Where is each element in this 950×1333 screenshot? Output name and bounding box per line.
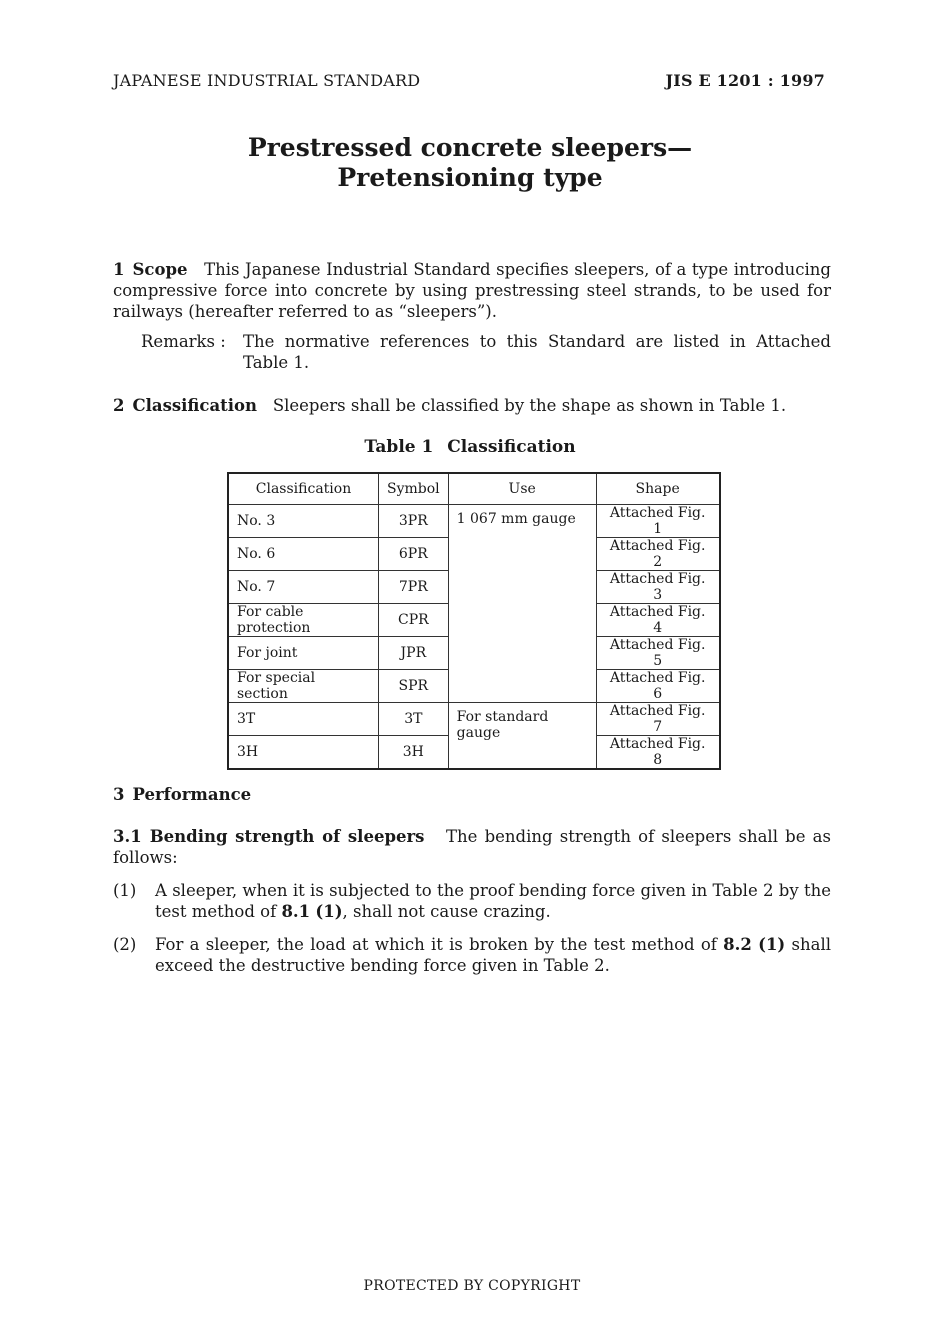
cell-classification: For joint xyxy=(228,637,379,670)
table-caption xyxy=(0,437,940,457)
cell-shape: Attached Fig. 3 xyxy=(596,571,720,604)
header-shape: Shape xyxy=(596,473,720,505)
cell-shape: Attached Fig. 5 xyxy=(596,637,720,670)
cell-symbol: SPR xyxy=(379,670,449,703)
cell-shape: Attached Fig. 7 xyxy=(596,703,720,736)
section-performance xyxy=(113,784,831,805)
header-standard-name: JAPANESE INDUSTRIAL STANDARD xyxy=(113,71,421,90)
list-marker: (2) xyxy=(113,935,137,954)
cell-shape: Attached Fig. 4 xyxy=(596,604,720,637)
section-text: Sleepers shall be classified by the shape as shown in Table 1. xyxy=(272,396,787,415)
clause-reference-sub: (1) xyxy=(758,935,786,954)
cell-symbol: 3PR xyxy=(379,505,449,538)
section-number: 3.1 xyxy=(113,827,142,846)
section-heading: Bending strength of sleepers xyxy=(149,827,425,846)
table-row xyxy=(228,703,720,736)
cell-shape: Attached Fig. 1 xyxy=(596,505,720,538)
section-text: This Japanese Industrial Standard specifies sleepers, of a type introducing compressive force into concrete by using prestressing steel strands, to be used for railways (hereafter referred to as “sleepers”). xyxy=(113,260,831,321)
list-text-post: shall exceed the destructive bending force given in Table 2. xyxy=(155,935,832,975)
list-text-pre: A sleeper, when it is subjected to the proof bending force given in Table 2 by the test method of xyxy=(155,881,831,921)
cell-classification: For cable protection xyxy=(228,604,379,637)
list-text-post: , shall not cause crazing. xyxy=(342,902,551,921)
section-heading: Classification xyxy=(132,396,258,415)
cell-shape: Attached Fig. 8 xyxy=(596,736,720,770)
cell-classification: For special section xyxy=(228,670,379,703)
header-classification: Classification xyxy=(228,473,379,505)
document-title-line2: Pretensioning type xyxy=(337,163,603,192)
section-heading: Performance xyxy=(132,785,252,804)
section-text: The bending strength of sleepers shall be as follows: xyxy=(113,827,831,867)
cell-use: For standard gauge xyxy=(448,703,596,770)
list-text-pre: For a sleeper, the load at which it is broken by the test method of xyxy=(155,935,724,954)
cell-shape: Attached Fig. 6 xyxy=(596,670,720,703)
section-scope xyxy=(113,259,831,322)
table-caption-label: Table 1 xyxy=(364,437,434,457)
clause-reference: 8.1 xyxy=(281,902,311,921)
remarks xyxy=(141,331,831,373)
table-caption-title: Classification xyxy=(447,437,576,457)
copyright-footer: PROTECTED BY COPYRIGHT xyxy=(363,1278,581,1294)
list-marker: (1) xyxy=(113,881,137,900)
section-number: 3 xyxy=(113,785,125,804)
section-bending-strength xyxy=(113,826,831,868)
cell-symbol: CPR xyxy=(379,604,449,637)
section-classification xyxy=(113,395,831,416)
cell-classification: No. 7 xyxy=(228,571,379,604)
table-row xyxy=(228,505,720,538)
cell-symbol: 7PR xyxy=(379,571,449,604)
cell-symbol: JPR xyxy=(379,637,449,670)
cell-classification: No. 6 xyxy=(228,538,379,571)
cell-use: 1 067 mm gauge xyxy=(448,505,596,703)
header-standard-number: JIS E 1201 : 1997 xyxy=(665,71,825,90)
document-title-line1: Prestressed concrete sleepers— xyxy=(247,133,693,162)
clause-reference-sub: (1) xyxy=(315,902,343,921)
section-number: 2 xyxy=(113,396,125,415)
classification-table xyxy=(227,472,721,770)
cell-symbol: 3T xyxy=(379,703,449,736)
list-item xyxy=(113,880,831,922)
cell-symbol: 3H xyxy=(379,736,449,770)
cell-symbol: 6PR xyxy=(379,538,449,571)
section-heading: Scope xyxy=(132,260,188,279)
cell-classification: 3T xyxy=(228,703,379,736)
remarks-text: The normative references to this Standard are listed in Attached Table 1. xyxy=(243,332,831,372)
remarks-label: Remarks : xyxy=(141,332,226,351)
cell-classification: No. 3 xyxy=(228,505,379,538)
list-text xyxy=(155,934,831,976)
table-header-row xyxy=(228,473,720,505)
section-number: 1 xyxy=(113,260,125,279)
list-text xyxy=(155,880,831,922)
clause-reference: 8.2 xyxy=(723,935,752,954)
header-symbol: Symbol xyxy=(379,473,449,505)
header-use: Use xyxy=(448,473,596,505)
list-item xyxy=(113,934,831,976)
cell-classification: 3H xyxy=(228,736,379,770)
cell-shape: Attached Fig. 2 xyxy=(596,538,720,571)
